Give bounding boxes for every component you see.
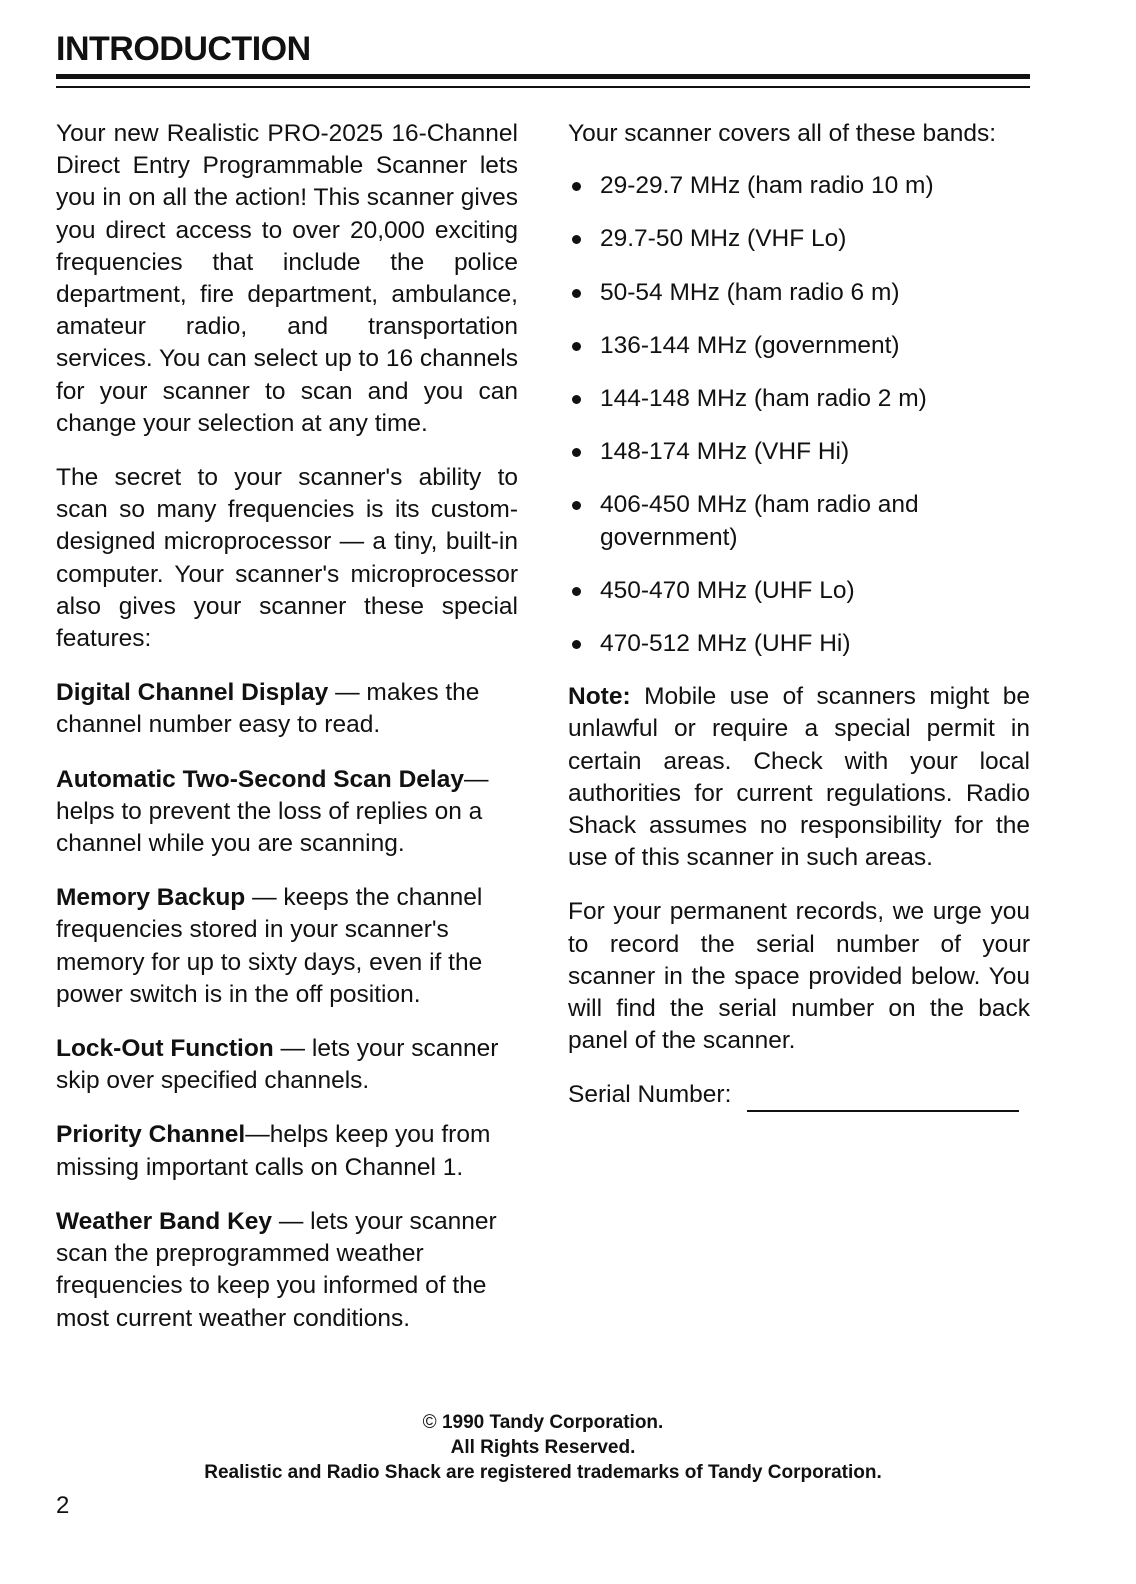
bands-list <box>568 170 1030 660</box>
feature-name: Automatic Two-Second Scan Delay <box>56 765 464 793</box>
feature-separator: — <box>245 884 284 912</box>
trademarks-line: Realistic and Radio Shack are registered trademarks of Tandy Corporation. <box>204 1462 882 1483</box>
title-rule-thick <box>56 74 1030 79</box>
serial-number-blank <box>747 1090 1019 1112</box>
band-item: 50-54 MHz (ham radio 6 m) <box>568 277 1030 309</box>
secret-paragraph: The secret to your scanner's ability to scan so many frequencies is its custom-designed microprocessor — a tiny, built-in computer. Your scanner's microprocessor also gives your scanner these special features: <box>56 464 518 653</box>
copyright-line <box>56 1410 1030 1435</box>
feature-memory-backup <box>56 882 518 1011</box>
band-item: 470-512 MHz (UHF Hi) <box>568 628 1030 660</box>
page-number: 2 <box>56 1492 70 1519</box>
left-column <box>56 118 518 1357</box>
intro-paragraph: Your new Realistic PRO-2025 16-Channel Direct Entry Programmable Scanner lets you in on all the action! This scanner gives you direct access to over 20,000 exciting frequencies that include the police department, fire department, ambulance, amateur radio, and transportation services. You can select up to 16 channels for your scanner to scan and you can change your selection at any time. <box>56 120 518 437</box>
note-text: Mobile use of scanners might be unlawful or require a special permit in certain areas. Check with your local authorities for current regulations. Radio Shack assumes no responsibility for the use of this scanner in such areas. <box>568 683 1030 872</box>
feature-separator: — <box>245 1121 270 1149</box>
feature-priority-channel <box>56 1119 518 1183</box>
feature-digital-display <box>56 677 518 741</box>
note-label: Note: <box>568 683 631 711</box>
feature-name: Lock-Out Function <box>56 1035 274 1063</box>
copyright-icon: © <box>422 1412 437 1433</box>
band-item: 450-470 MHz (UHF Lo) <box>568 575 1030 607</box>
feature-separator: — <box>272 1207 311 1235</box>
band-item: 148-174 MHz (VHF Hi) <box>568 436 1030 468</box>
bands-heading: Your scanner covers all of these bands: <box>568 120 997 147</box>
copyright-footer <box>56 1410 1030 1485</box>
feature-lock-out <box>56 1033 518 1097</box>
note-paragraph <box>568 681 1030 874</box>
feature-weather-band <box>56 1206 518 1335</box>
feature-description: lets your scanner skip over specified channels. <box>56 1035 499 1095</box>
feature-name: Weather Band Key <box>56 1207 273 1235</box>
feature-separator: — <box>328 679 367 707</box>
right-column <box>568 118 1030 1112</box>
copyright-text: 1990 Tandy Corporation. <box>441 1412 664 1433</box>
feature-separator: — <box>273 1035 312 1063</box>
band-item: 406-450 MHz (ham radio and government) <box>568 489 1030 553</box>
feature-name: Priority Channel <box>56 1121 246 1149</box>
serial-number-row <box>568 1079 1030 1111</box>
feature-separator: — <box>463 765 489 793</box>
band-item: 29.7-50 MHz (VHF Lo) <box>568 223 1030 255</box>
feature-scan-delay <box>56 764 518 861</box>
serial-number-label: Serial Number: <box>568 1081 732 1109</box>
band-item: 136-144 MHz (government) <box>568 330 1030 362</box>
feature-description: helps to prevent the loss of replies on a channel while you are scanning. <box>56 797 483 858</box>
feature-name: Digital Channel Display <box>56 679 329 707</box>
page-title: INTRODUCTION <box>56 30 311 68</box>
band-item: 29-29.7 MHz (ham radio 10 m) <box>568 170 1030 202</box>
band-item: 144-148 MHz (ham radio 2 m) <box>568 383 1030 415</box>
feature-name: Memory Backup <box>56 884 246 912</box>
feature-description: helps keep you from missing important calls on Channel 1. <box>56 1121 491 1181</box>
feature-description: makes the channel number easy to read. <box>56 679 480 739</box>
title-rule-thin <box>56 86 1030 88</box>
feature-description: keeps the channel frequencies stored in your scanner's memory for up to sixty days, even if the power switch is in the off position. <box>56 884 483 1008</box>
rights-line: All Rights Reserved. <box>450 1437 636 1458</box>
records-paragraph: For your permanent records, we urge you to record the serial number of your scanner in the space provided below. You will find the serial number on the back panel of the scanner. <box>568 898 1030 1055</box>
feature-description: lets your scanner scan the preprogrammed weather frequencies to keep you informed of the most current weather conditions. <box>56 1207 497 1332</box>
